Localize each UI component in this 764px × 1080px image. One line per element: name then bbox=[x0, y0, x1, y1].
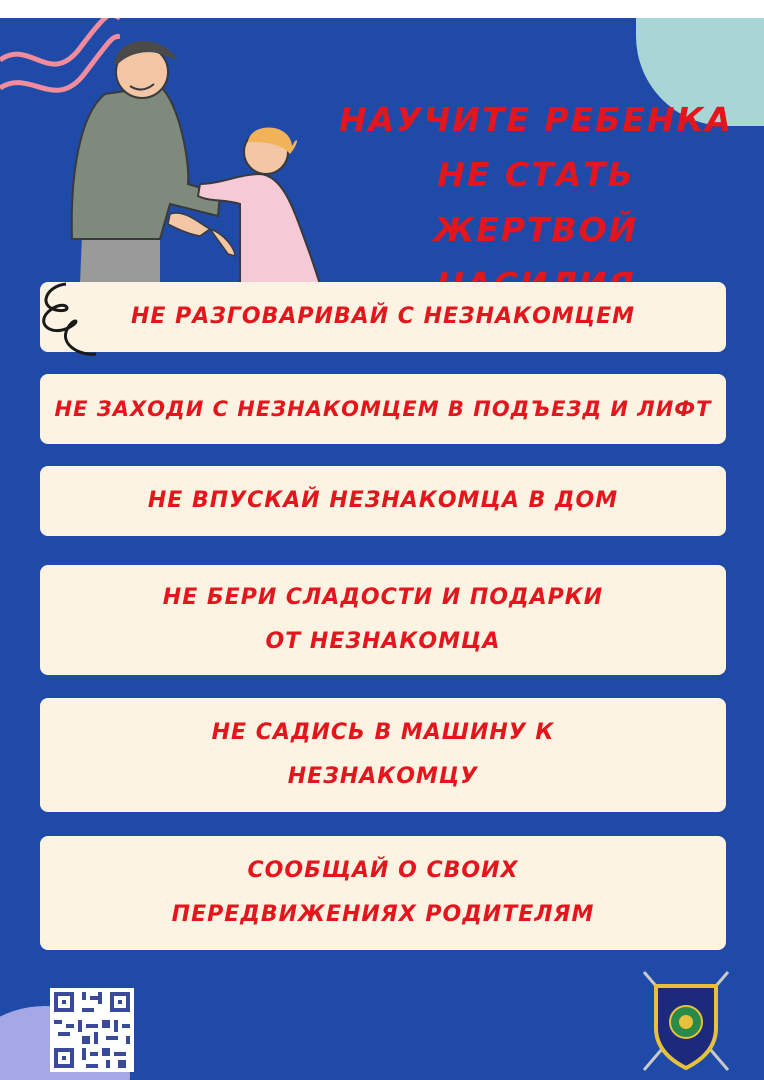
poster bbox=[0, 18, 764, 1080]
rule-card bbox=[40, 374, 726, 444]
qr-code-icon bbox=[50, 988, 134, 1072]
rule-card bbox=[40, 565, 726, 675]
rule-card bbox=[40, 698, 726, 812]
title-line-2: НЕ СТАТЬ ЖЕРТВОЙ bbox=[433, 155, 639, 249]
rule-card bbox=[40, 836, 726, 950]
rule-card bbox=[40, 282, 726, 352]
rule-text: НЕ ВПУСКАЙ НЕЗНАКОМЦА В ДОМ bbox=[147, 488, 619, 513]
rule-text: НЕ ЗАХОДИ С НЕЗНАКОМЦЕМ В ПОДЪЕЗД И ЛИФТ bbox=[54, 397, 712, 421]
rule-card bbox=[40, 466, 726, 536]
rule-text: НЕ БЕРИ СЛАДОСТИ И ПОДАРКИ ОТ НЕЗНАКОМЦА bbox=[162, 585, 604, 654]
rule-text: НЕ РАЗГОВАРИВАЙ С НЕЗНАКОМЦЕМ bbox=[130, 304, 636, 329]
poster-title bbox=[336, 92, 736, 312]
title-line-1: НАУЧИТЕ РЕБЕНКА bbox=[339, 100, 733, 139]
investigative-committee-emblem bbox=[636, 966, 736, 1076]
rule-text: НЕ САДИСЬ В МАШИНУ К НЕЗНАКОМЦУ bbox=[211, 720, 555, 789]
scribble-decoration bbox=[36, 276, 106, 366]
rule-text: СООБЩАЙ О СВОИХ ПЕРЕДВИЖЕНИЯХ РОДИТЕЛЯМ bbox=[171, 858, 595, 927]
adult-and-child-illustration bbox=[60, 24, 340, 284]
